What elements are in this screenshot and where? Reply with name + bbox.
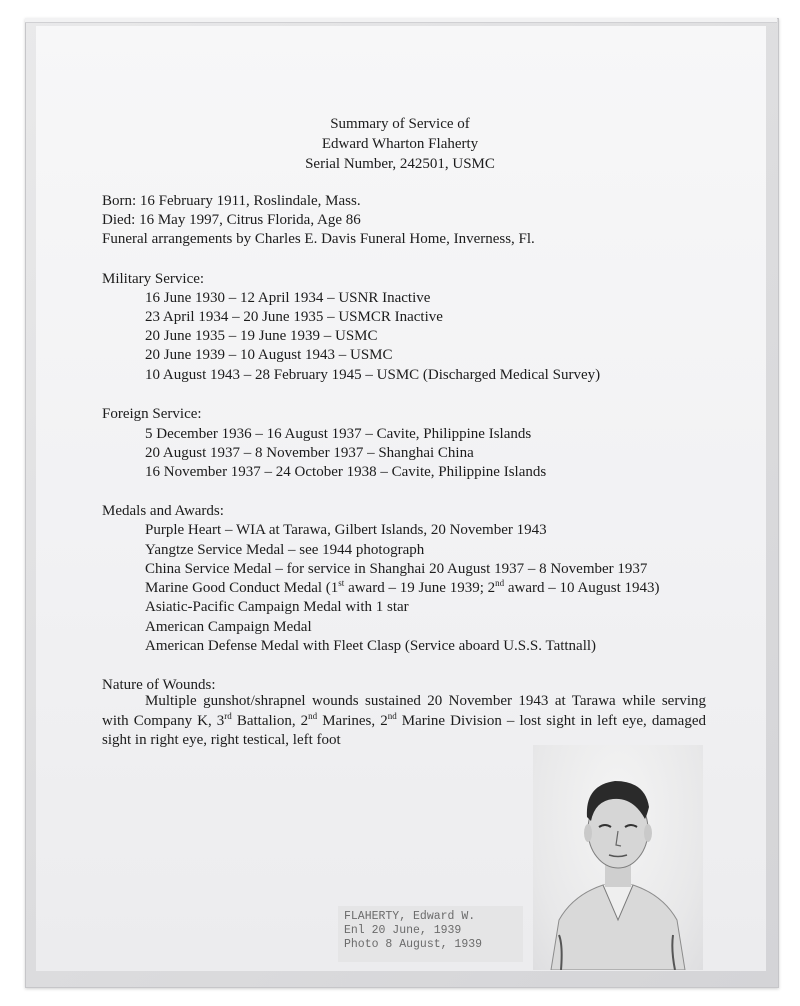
military-item: 20 June 1935 – 19 June 1939 – USMC <box>145 328 378 344</box>
military-item: 16 June 1930 – 12 April 1934 – USNR Inactive <box>145 290 431 306</box>
medal-item: Purple Heart – WIA at Tarawa, Gilbert Islands, 20 November 1943 <box>145 522 547 538</box>
doc-serial-number: Serial Number, 242501, USMC <box>305 156 495 172</box>
doc-subject-name: Edward Wharton Flaherty <box>321 136 479 152</box>
medal-item: China Service Medal – for service in Shanghai 20 August 1937 – 8 November 1937 <box>145 561 648 577</box>
military-item: 10 August 1943 – 28 February 1945 – USMC (Discharged Medical Survey) <box>145 367 601 383</box>
foreign-item: 16 November 1937 – 24 October 1938 – Cavite, Philippine Islands <box>145 464 547 480</box>
medals-heading: Medals and Awards: <box>102 503 224 519</box>
good-conduct-medal-item: Marine Good Conduct Medal (1st award – 19 June 1939; 2nd award – 10 August 1943) <box>145 578 660 596</box>
military-item: 20 June 1939 – 10 August 1943 – USMC <box>145 347 393 363</box>
wounds-paragraph: Multiple gunshot/shrapnel wounds sustained 20 November 1943 at Tarawa while serving with Company K, 3rd Battalion, 2nd Marines, 2nd Marine Division – lost sight in left eye, damaged sight in right eye, right testical, left foot <box>102 693 706 748</box>
doc-title: Summary of Service of <box>330 116 470 132</box>
military-item: 23 April 1934 – 20 June 1935 – USMCR Inactive <box>145 309 443 325</box>
foreign-item: 5 December 1936 – 16 August 1937 – Cavite, Philippine Islands <box>145 426 532 442</box>
photo-caption-label <box>338 906 523 962</box>
funeral-line: Funeral arrangements by Charles E. Davis Funeral Home, Inverness, Fl. <box>102 231 535 247</box>
medal-item: Yangtze Service Medal – see 1944 photograph <box>145 542 425 558</box>
medal-item: American Campaign Medal <box>145 619 312 635</box>
sleeve-edge <box>25 18 777 23</box>
military-service-heading: Military Service: <box>102 271 205 287</box>
caption-name: FLAHERTY, Edward W. <box>344 910 476 923</box>
foreign-service-heading: Foreign Service: <box>102 406 202 422</box>
born-line: Born: 16 February 1911, Roslindale, Mass. <box>102 193 361 209</box>
portrait-photo <box>533 745 703 970</box>
medal-item: American Defense Medal with Fleet Clasp (Service aboard U.S.S. Tattnall) <box>145 638 597 654</box>
caption-enlisted: Enl 20 June, 1939 <box>344 924 462 937</box>
died-line: Died: 16 May 1997, Citrus Florida, Age 86 <box>102 212 361 228</box>
foreign-item: 20 August 1937 – 8 November 1937 – Shanghai China <box>145 445 474 461</box>
medal-item: Asiatic-Pacific Campaign Medal with 1 star <box>145 599 409 615</box>
wounds-heading: Nature of Wounds: <box>102 677 216 693</box>
portrait-illustration <box>533 745 703 970</box>
caption-photo-date: Photo 8 August, 1939 <box>344 938 483 951</box>
